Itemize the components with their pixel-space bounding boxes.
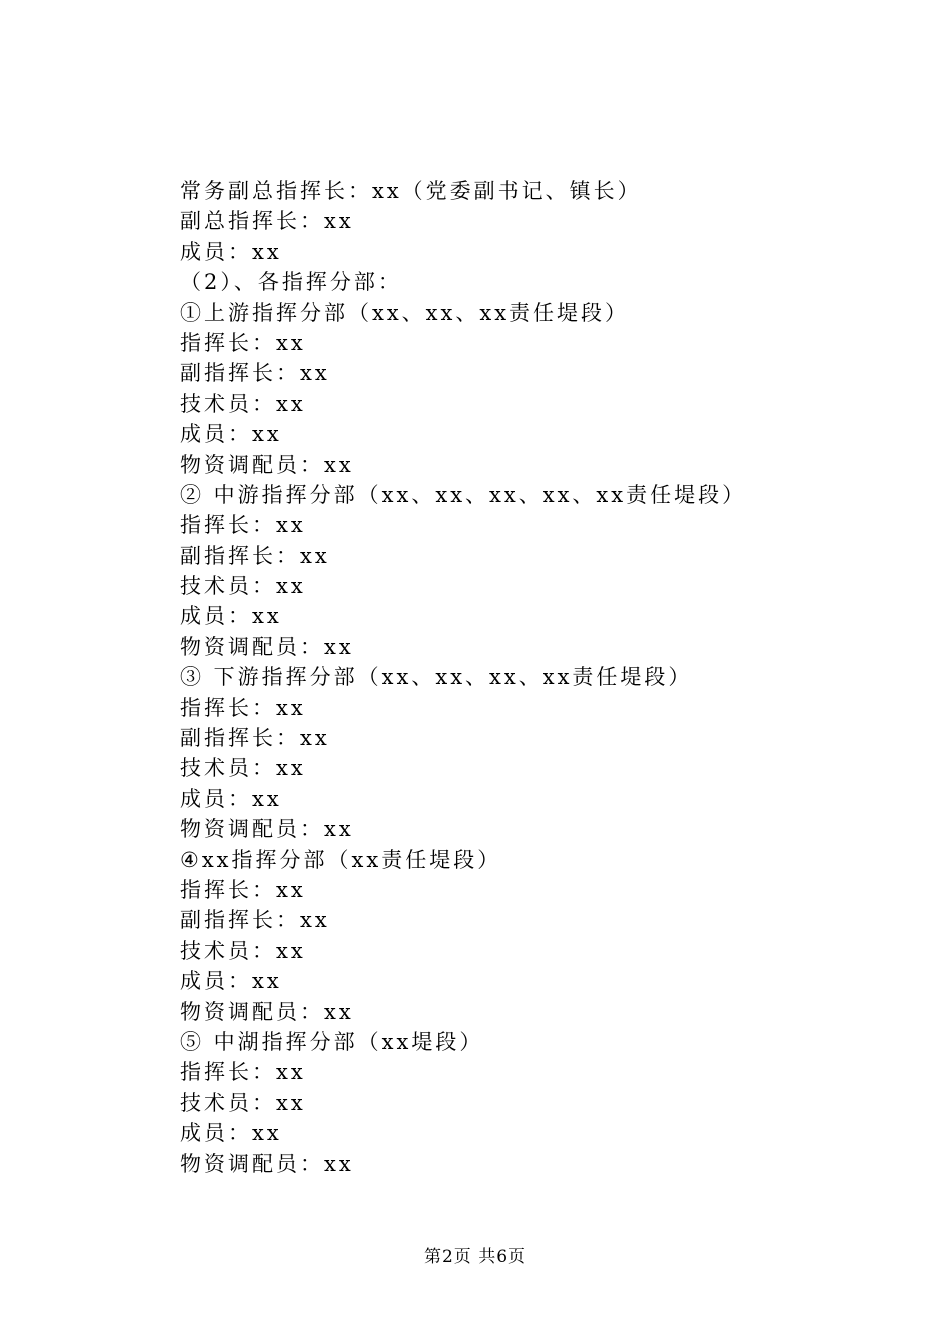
text-line: 成员：xx: [180, 604, 282, 629]
text-line: 物资调配员：xx: [180, 817, 354, 842]
text-line: 指挥长：xx: [180, 695, 306, 720]
text-line: 成员：xx: [180, 239, 282, 264]
text-line: 技术员：xx: [180, 574, 306, 599]
text-line: 副指挥长：xx: [180, 908, 330, 933]
text-line: 技术员：xx: [180, 1090, 306, 1115]
subsection-heading: ④xx指挥分部（xx责任堤段）: [180, 847, 502, 872]
text-line: 常务副总指挥长：xx（党委副书记、镇长）: [180, 179, 642, 203]
text-line: 指挥长：xx: [180, 513, 306, 538]
page-number-footer: 第2页 共6页: [423, 1247, 527, 1267]
text-line: 副指挥长：xx: [180, 543, 330, 568]
text-line: 指挥长：xx: [180, 877, 306, 902]
text-line: 技术员：xx: [180, 938, 306, 963]
text-line: 物资调配员：xx: [180, 452, 354, 477]
subsection-heading: ⑤ 中湖指挥分部（xx堤段）: [180, 1029, 484, 1054]
text-line: 成员：xx: [180, 969, 282, 994]
text-line: 副指挥长：xx: [180, 361, 330, 386]
subsection-heading: ③ 下游指挥分部（xx、xx、xx、xx责任堤段）: [180, 665, 693, 690]
text-line: 技术员：xx: [180, 391, 306, 416]
text-line: 成员：xx: [180, 422, 282, 447]
subsection-heading: ② 中游指挥分部（xx、xx、xx、xx、xx责任堤段）: [180, 482, 747, 507]
text-line: 物资调配员：xx: [180, 999, 354, 1024]
text-line: 副指挥长：xx: [180, 726, 330, 751]
subsection-heading: ①上游指挥分部（xx、xx、xx责任堤段）: [180, 300, 630, 325]
text-line: 指挥长：xx: [180, 330, 306, 355]
text-line: 物资调配员：xx: [180, 634, 354, 659]
text-line: 成员：xx: [180, 786, 282, 811]
text-line: 指挥长：xx: [180, 1060, 306, 1085]
text-line: 成员：xx: [180, 1121, 282, 1146]
text-line: 副总指挥长：xx: [180, 209, 354, 234]
text-line: 物资调配员：xx: [180, 1151, 354, 1176]
section-heading: （2）、各指挥分部：: [180, 270, 402, 295]
document-body: [180, 176, 880, 1179]
text-line: 技术员：xx: [180, 756, 306, 781]
